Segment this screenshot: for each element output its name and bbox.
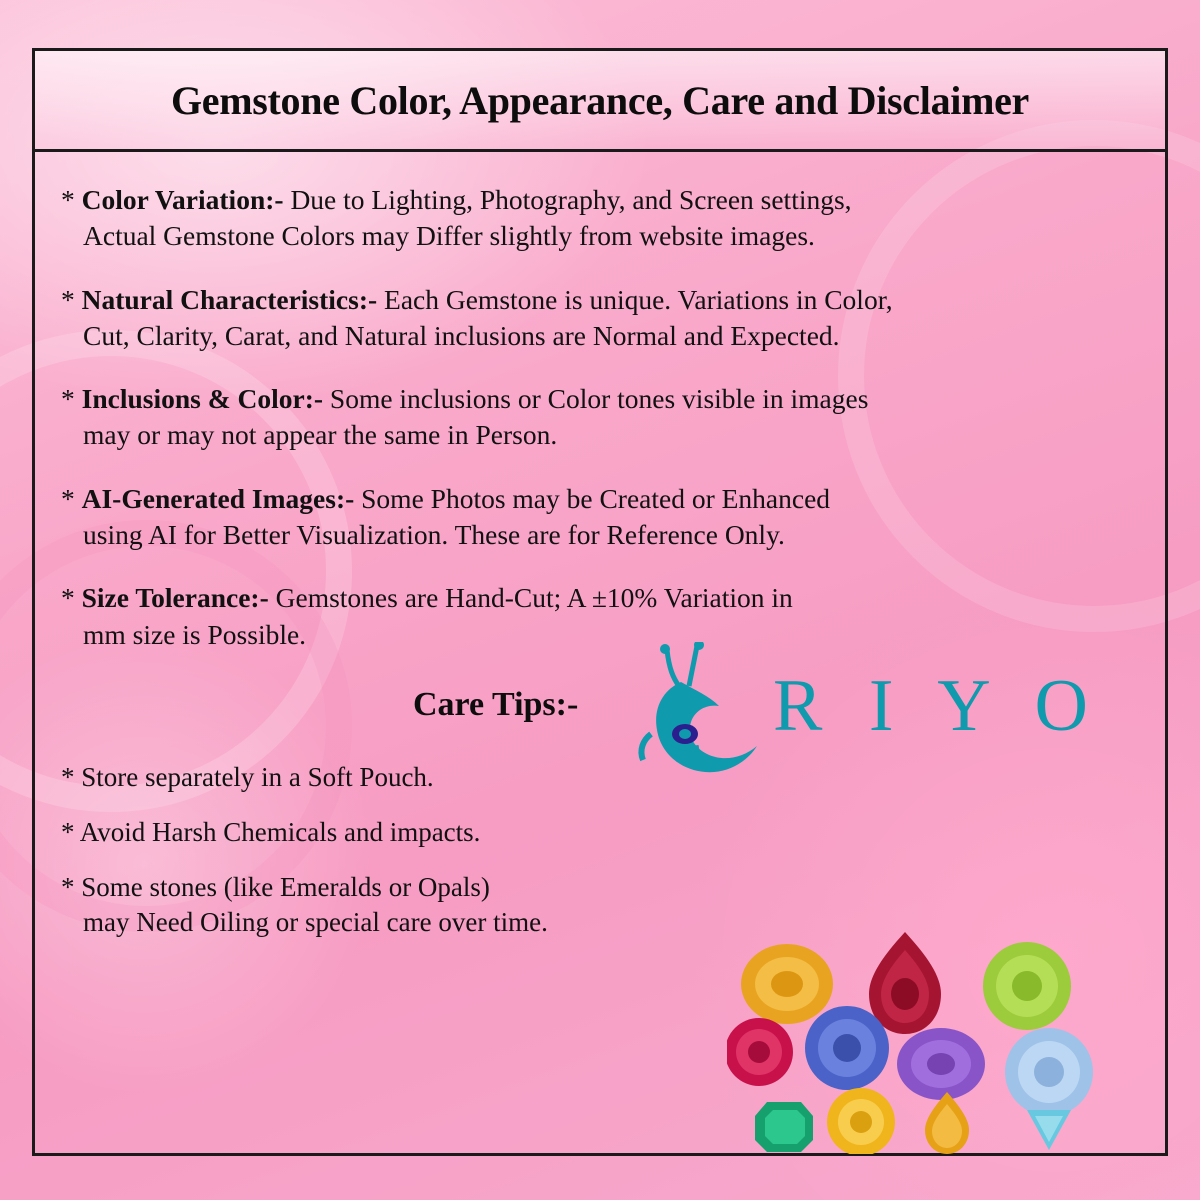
gemstone-cluster-icon: [727, 924, 1157, 1154]
disclaimer-label: Color Variation:-: [81, 184, 284, 215]
disclaimer-item-inclusions-color: [61, 381, 1139, 454]
bullet-star-icon: *: [61, 184, 75, 215]
disclaimer-line-1: Some inclusions or Color tones visible in images: [323, 383, 869, 415]
care-item-chemicals: [61, 815, 761, 850]
care-item-line-2: may Need Oiling or special care over time.: [83, 907, 548, 938]
disclaimer-label: AI-Generated Images:-: [81, 482, 355, 514]
page-title: Gemstone Color, Appearance, Care and Disclaimer: [170, 77, 1030, 123]
peacock-icon: [623, 642, 783, 787]
care-item-line-1: Some stones (like Emeralds or Opals): [81, 872, 490, 903]
care-item-oiling: [61, 870, 761, 940]
disclaimer-line-1: Gemstones are Hand-Cut; A ±10% Variation in: [268, 582, 793, 614]
care-tips-heading: Care Tips:-: [413, 685, 579, 723]
bullet-star-icon: *: [61, 482, 75, 514]
disclaimer-label: Inclusions & Color:-: [81, 383, 324, 415]
bullet-star-icon: *: [61, 761, 75, 792]
care-tips-header-row: [61, 664, 1139, 754]
info-card: [32, 48, 1168, 1156]
bullet-star-icon: *: [61, 383, 75, 415]
bullet-star-icon: *: [61, 872, 75, 903]
disclaimer-line-1: Each Gemstone is unique. Variations in Color,: [377, 283, 893, 315]
brand-name: R I Y O: [773, 664, 1102, 747]
disclaimer-line-1: Due to Lighting, Photography, and Screen settings,: [283, 184, 852, 215]
disclaimer-line-2: Cut, Clarity, Carat, and Natural inclusions are Normal and Expected.: [83, 319, 840, 351]
disclaimer-label: Natural Characteristics:-: [81, 283, 378, 315]
disclaimer-line-2: Actual Gemstone Colors may Differ slightly from website images.: [83, 220, 815, 252]
care-tips-list: [61, 760, 761, 940]
disclaimer-item-size-tolerance: [61, 580, 1139, 653]
bullet-star-icon: *: [61, 817, 75, 848]
disclaimer-line-1: Some Photos may be Created or Enhanced: [354, 482, 831, 514]
disclaimer-item-natural-characteristics: [61, 282, 1139, 355]
bullet-star-icon: *: [61, 582, 75, 614]
care-item-line-1: Avoid Harsh Chemicals and impacts.: [79, 817, 481, 848]
care-item-line-1: Store separately in a Soft Pouch.: [81, 761, 434, 792]
disclaimer-line-2: mm size is Possible.: [83, 618, 307, 650]
disclaimer-label: Size Tolerance:-: [81, 582, 269, 614]
title-bar: [35, 51, 1165, 152]
disclaimer-item-color-variation: [61, 182, 1139, 255]
disclaimer-line-2: may or may not appear the same in Person.: [83, 419, 558, 451]
card-body: [35, 152, 1165, 1156]
bullet-star-icon: *: [61, 283, 75, 315]
brand-logo: [613, 656, 1133, 776]
disclaimer-item-ai-generated-images: [61, 481, 1139, 554]
disclaimer-line-2: using AI for Better Visualization. These are for Reference Only.: [83, 519, 785, 551]
